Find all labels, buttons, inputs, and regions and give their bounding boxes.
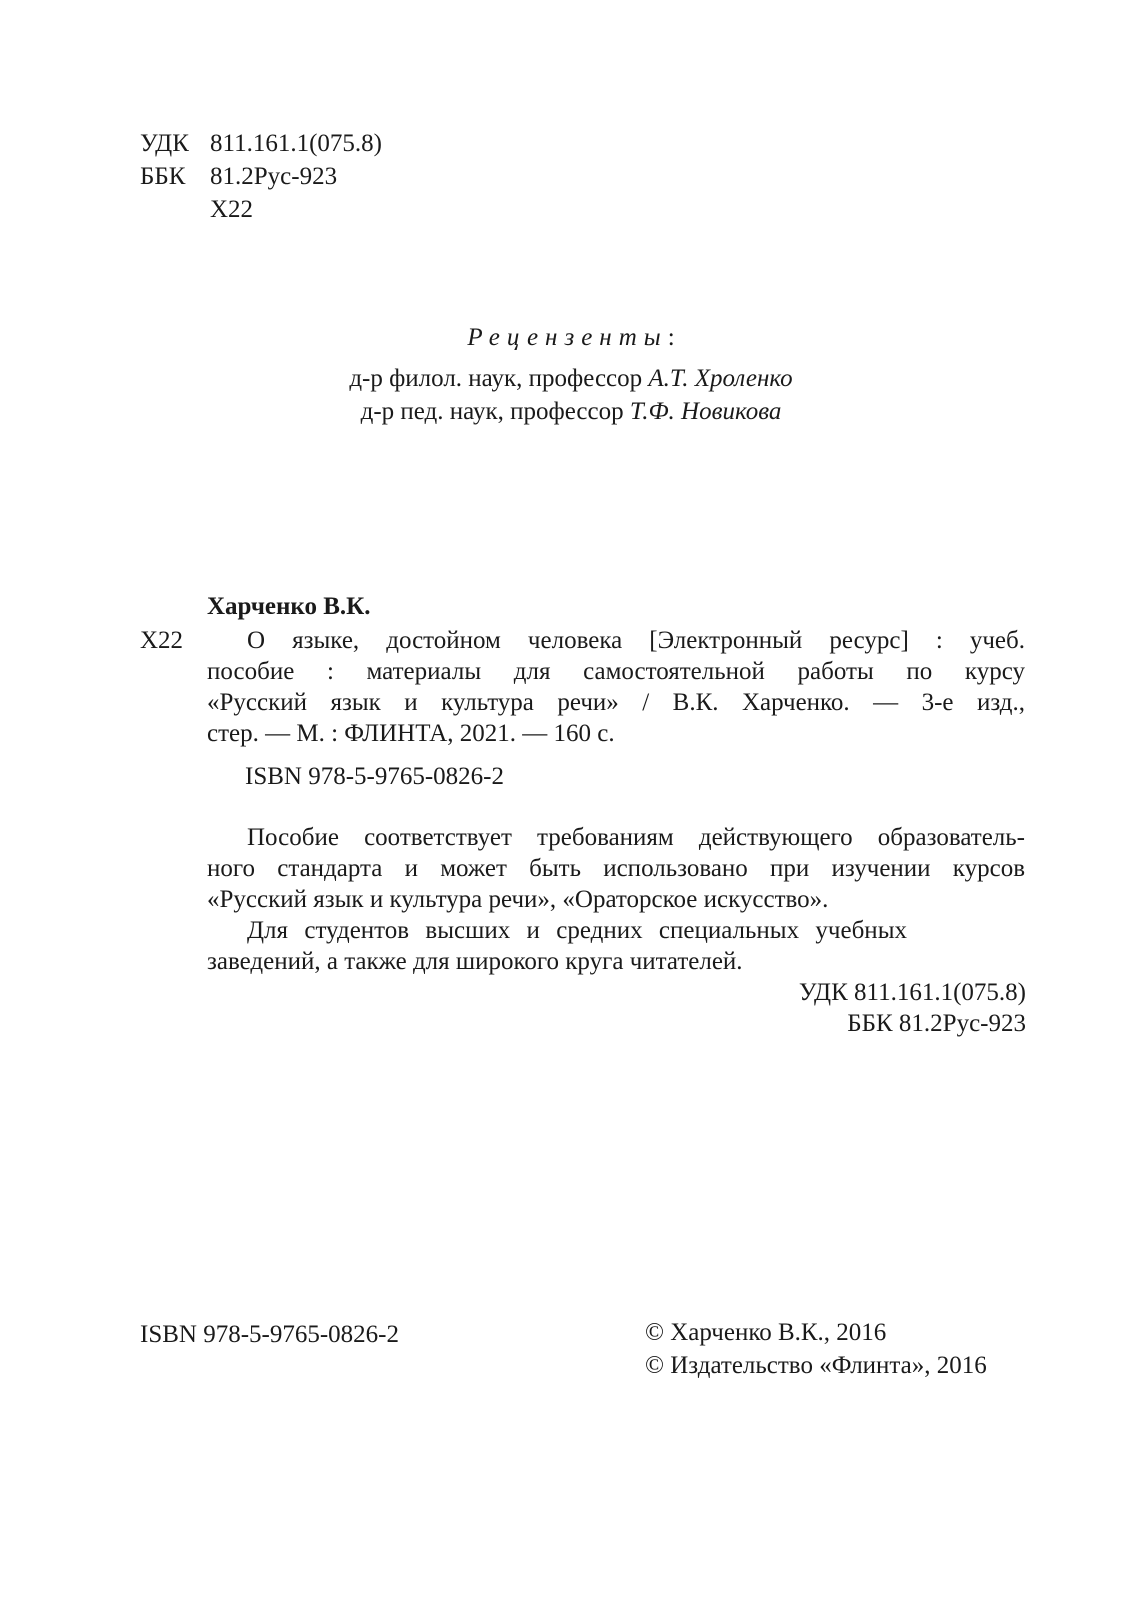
reviewers-title: Рецензенты: xyxy=(467,324,675,351)
annotation-udk: УДК 811.161.1(075.8) xyxy=(798,979,1026,1006)
record-line: «Русский язык и культура речи» / В.К. Харченко. — 3-е изд., xyxy=(207,689,1025,716)
bbk-value: 81.2Рус-923 xyxy=(210,163,338,190)
record-author-heading: Харченко В.К. xyxy=(207,593,371,620)
annotation-bbk: ББК 81.2Рус-923 xyxy=(847,1010,1026,1037)
footer-copyright-author: © Харченко В.К., 2016 xyxy=(645,1319,887,1346)
bbk-label: ББК xyxy=(140,163,186,190)
udk-label: УДК xyxy=(140,130,189,157)
reviewer-1: д-р филол. наук, профессор А.Т. Хроленко xyxy=(349,365,793,392)
record-line: О языке, достойном человека [Электронный ресурс] : учеб. xyxy=(247,627,1025,654)
bbk-line xyxy=(140,160,337,193)
record-description xyxy=(207,624,1025,748)
reviewer-2-name: Т.Ф. Новикова xyxy=(629,398,782,425)
annotation-line: «Русский язык и культура речи», «Ораторское искусство». xyxy=(207,886,829,913)
reviewer-2: д-р пед. наук, профессор Т.Ф. Новикова xyxy=(360,398,782,425)
record-isbn: ISBN 978-5-9765-0826-2 xyxy=(245,763,505,790)
annotation-line: Пособие соответствует требованиям действующего образователь- xyxy=(247,824,1025,851)
annotation-line: ного стандарта и может быть использовано при изучении курсов xyxy=(207,855,1025,882)
annotation-paragraph-1 xyxy=(207,821,1025,914)
record-author-mark: Х22 xyxy=(140,627,184,654)
record-line: пособие : материалы для самостоятельной работы по курсу xyxy=(207,658,1025,685)
annotation-line: Для студентов высших и средних специальных учебных xyxy=(247,917,907,944)
footer-isbn: ISBN 978-5-9765-0826-2 xyxy=(140,1321,400,1348)
record-line: стер. — М. : ФЛИНТА, 2021. — 160 с. xyxy=(207,720,615,747)
annotation-paragraph-2 xyxy=(207,914,907,976)
annotation-line: заведений, а также для широкого круга читателей. xyxy=(207,948,743,975)
footer-copyright-publisher: © Издательство «Флинта», 2016 xyxy=(645,1352,987,1379)
udk-line xyxy=(140,127,382,160)
reviewer-1-name: А.Т. Хроленко xyxy=(648,365,793,392)
udk-value: 811.161.1(075.8) xyxy=(210,130,382,157)
header-author-mark: Х22 xyxy=(210,196,254,223)
